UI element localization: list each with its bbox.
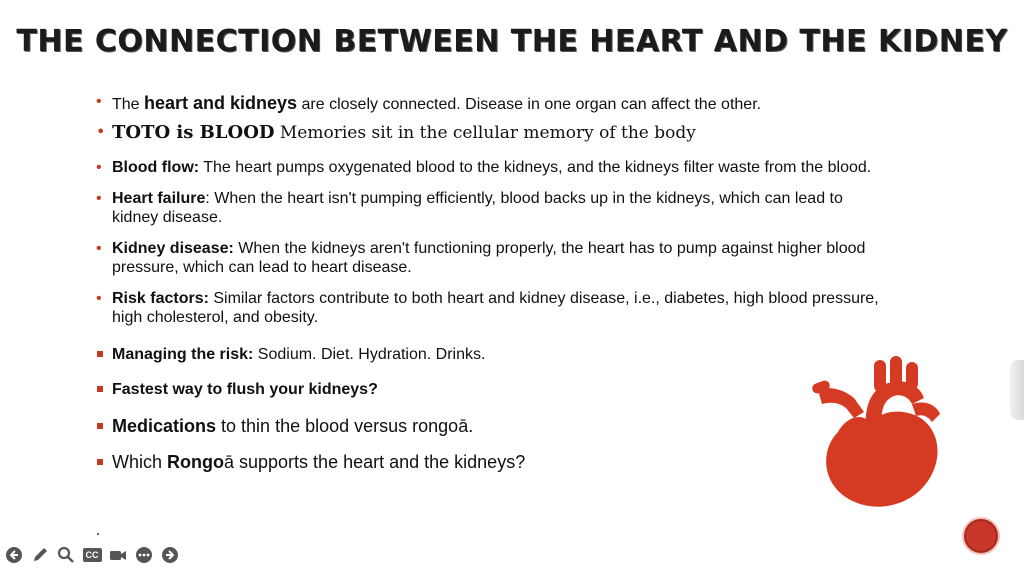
bullet-dot: • [96,290,102,307]
slide-title: THE CONNECTION BETWEEN THE HEART AND THE KIDNEY [16,24,1008,59]
side-panel-tab[interactable] [1010,360,1024,420]
bullet-text: Memories sit in the cellular memory of the body [274,123,696,143]
heart-icon [808,352,948,512]
bullet-item [96,289,886,327]
bullet-text: : When the heart isn't pumping efficiently, blood backs up in the kidneys, which can lead to kidney disease. [112,190,843,226]
bullet-item [96,189,886,227]
forward-arrow-icon[interactable] [160,545,180,565]
bullet-bold: Blood flow: [112,159,200,176]
bullet-text: Sodium. Diet. Hydration. Drinks. [253,346,486,363]
stray-dot [97,533,99,535]
presentation-toolbar [4,545,180,565]
bullet-text: to thin the blood versus rongoā. [216,416,474,436]
bullet-text: ā supports the heart and the kidneys? [224,452,526,472]
bullet-dot: • [96,240,102,257]
back-arrow-icon[interactable] [4,545,24,565]
bullet-list [96,92,886,473]
bullet-dot: • [96,190,102,207]
bullet-square [97,386,103,392]
pen-icon[interactable] [30,545,50,565]
captions-label: CC [83,548,102,562]
bullet-item [96,239,886,277]
search-icon[interactable] [56,545,76,565]
bullet-item [96,122,886,144]
bullet-square [97,459,103,465]
bullet-text: Similar factors contribute to both heart and kidney disease, i.e., diabetes, high blood pressure, high cholesterol, and obesity. [112,290,879,326]
captions-icon[interactable] [82,545,102,565]
bullet-text: are closely connected. Disease in one organ can affect the other. [297,96,762,113]
more-icon[interactable] [134,545,154,565]
video-icon[interactable] [108,545,128,565]
bullet-bold: Rongo [167,452,224,472]
bullet-bold: Fastest way to flush your kidneys? [112,381,378,398]
bullet-item [96,451,886,473]
bullet-bold: TOTO is BLOOD [112,122,275,143]
bullet-item [96,345,886,364]
bullet-bold: Kidney disease: [112,240,234,257]
bullet-bold: Risk factors: [112,290,209,307]
bullet-item [96,380,886,399]
bullet-text: The [112,96,145,113]
record-button[interactable] [962,517,1000,555]
bullet-text: When the kidneys aren't functioning properly, the heart has to pump against higher blood pressure, which can lead to heart disease. [112,240,866,276]
bullet-text: Which [112,452,168,472]
bullet-bold: Heart failure [112,190,206,207]
bullet-text: The heart pumps oxygenated blood to the kidneys, and the kidneys filter waste from the blood. [199,159,872,176]
bullet-square [97,423,103,429]
bullet-item [96,415,886,437]
bullet-bold: heart and kidneys [144,93,298,113]
bullet-square [97,351,103,357]
bullet-item [96,158,886,177]
bullet-dot: • [96,159,102,176]
bullet-dot: • [96,122,106,141]
bullet-bold: Managing the risk: [112,346,254,363]
bullet-dot: • [96,93,102,110]
bullet-bold: Medications [112,416,217,436]
bullet-item [96,92,886,114]
